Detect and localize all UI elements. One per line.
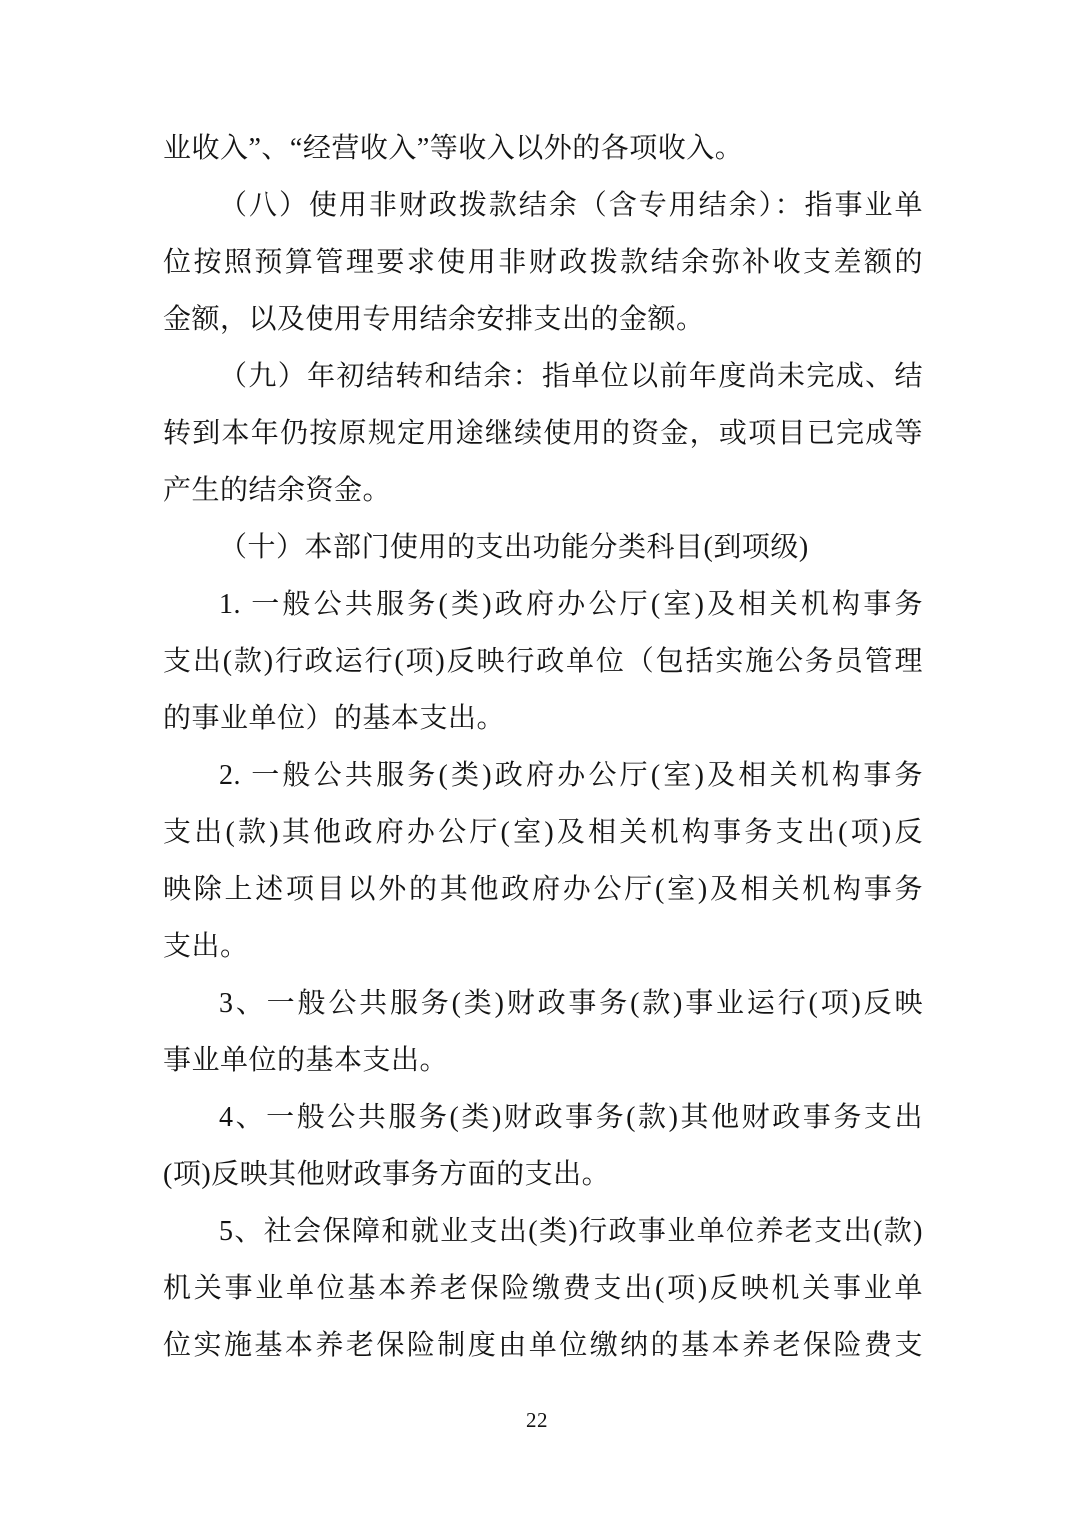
text-line: 5、社会保障和就业支出(类)行政事业单位养老支出(款) — [219, 1216, 923, 1247]
text-line: 1. 一般公共服务(类)政府办公厅(室)及相关机构事务 — [219, 589, 923, 620]
text-line: （九）年初结转和结余：指单位以前年度尚未完成、结 — [219, 361, 923, 392]
text-line: (项)反映其他财政事务方面的支出。 — [163, 1159, 611, 1190]
page-footer — [0, 1408, 1074, 1433]
text-line: 2. 一般公共服务(类)政府办公厅(室)及相关机构事务 — [219, 760, 923, 791]
para-sub-item-5 — [163, 1203, 923, 1374]
text-line: 支出(款)其他政府办公厅(室)及相关机构事务支出(项)反 — [163, 817, 923, 848]
text-line: 转到本年仍按原规定用途继续使用的资金，或项目已完成等 — [163, 418, 923, 449]
text-line: 业收入”、“经营收入”等收入以外的各项收入。 — [163, 133, 744, 164]
text-line: 支出(款)行政运行(项)反映行政单位（包括实施公务员管理 — [163, 646, 923, 677]
text-line: 产生的结余资金。 — [163, 475, 392, 506]
para-sub-item-4 — [163, 1089, 923, 1203]
text-line: 位实施基本养老保险制度由单位缴纳的基本养老保险费支 — [163, 1330, 923, 1361]
para-continuation-income — [163, 120, 923, 177]
text-line: （十）本部门使用的支出功能分类科目(到项级) — [219, 532, 809, 563]
para-item-8-non-fiscal-balance — [163, 177, 923, 348]
para-item-10-expenditure-classification — [163, 519, 923, 576]
para-sub-item-1 — [163, 576, 923, 747]
text-line: 事业单位的基本支出。 — [163, 1045, 449, 1076]
text-line: 的事业单位）的基本支出。 — [163, 703, 506, 734]
text-line: 4、一般公共服务(类)财政事务(款)其他财政事务支出 — [219, 1102, 923, 1133]
para-item-9-year-begin-carryover — [163, 348, 923, 519]
para-sub-item-2 — [163, 747, 923, 975]
document-body — [163, 120, 923, 1374]
text-line: 金额，以及使用专用结余安排支出的金额。 — [163, 304, 705, 335]
page-number: 22 — [526, 1408, 548, 1432]
text-line: 机关事业单位基本养老保险缴费支出(项)反映机关事业单 — [163, 1273, 923, 1304]
para-sub-item-3 — [163, 975, 923, 1089]
text-line: 映除上述项目以外的其他政府办公厅(室)及相关机构事务 — [163, 874, 923, 905]
text-line: 支出。 — [163, 931, 249, 962]
text-line: 位按照预算管理要求使用非财政拨款结余弥补收支差额的 — [163, 247, 923, 278]
text-line: 3、一般公共服务(类)财政事务(款)事业运行(项)反映 — [219, 988, 923, 1019]
text-line: （八）使用非财政拨款结余（含专用结余）：指事业单 — [219, 190, 923, 221]
